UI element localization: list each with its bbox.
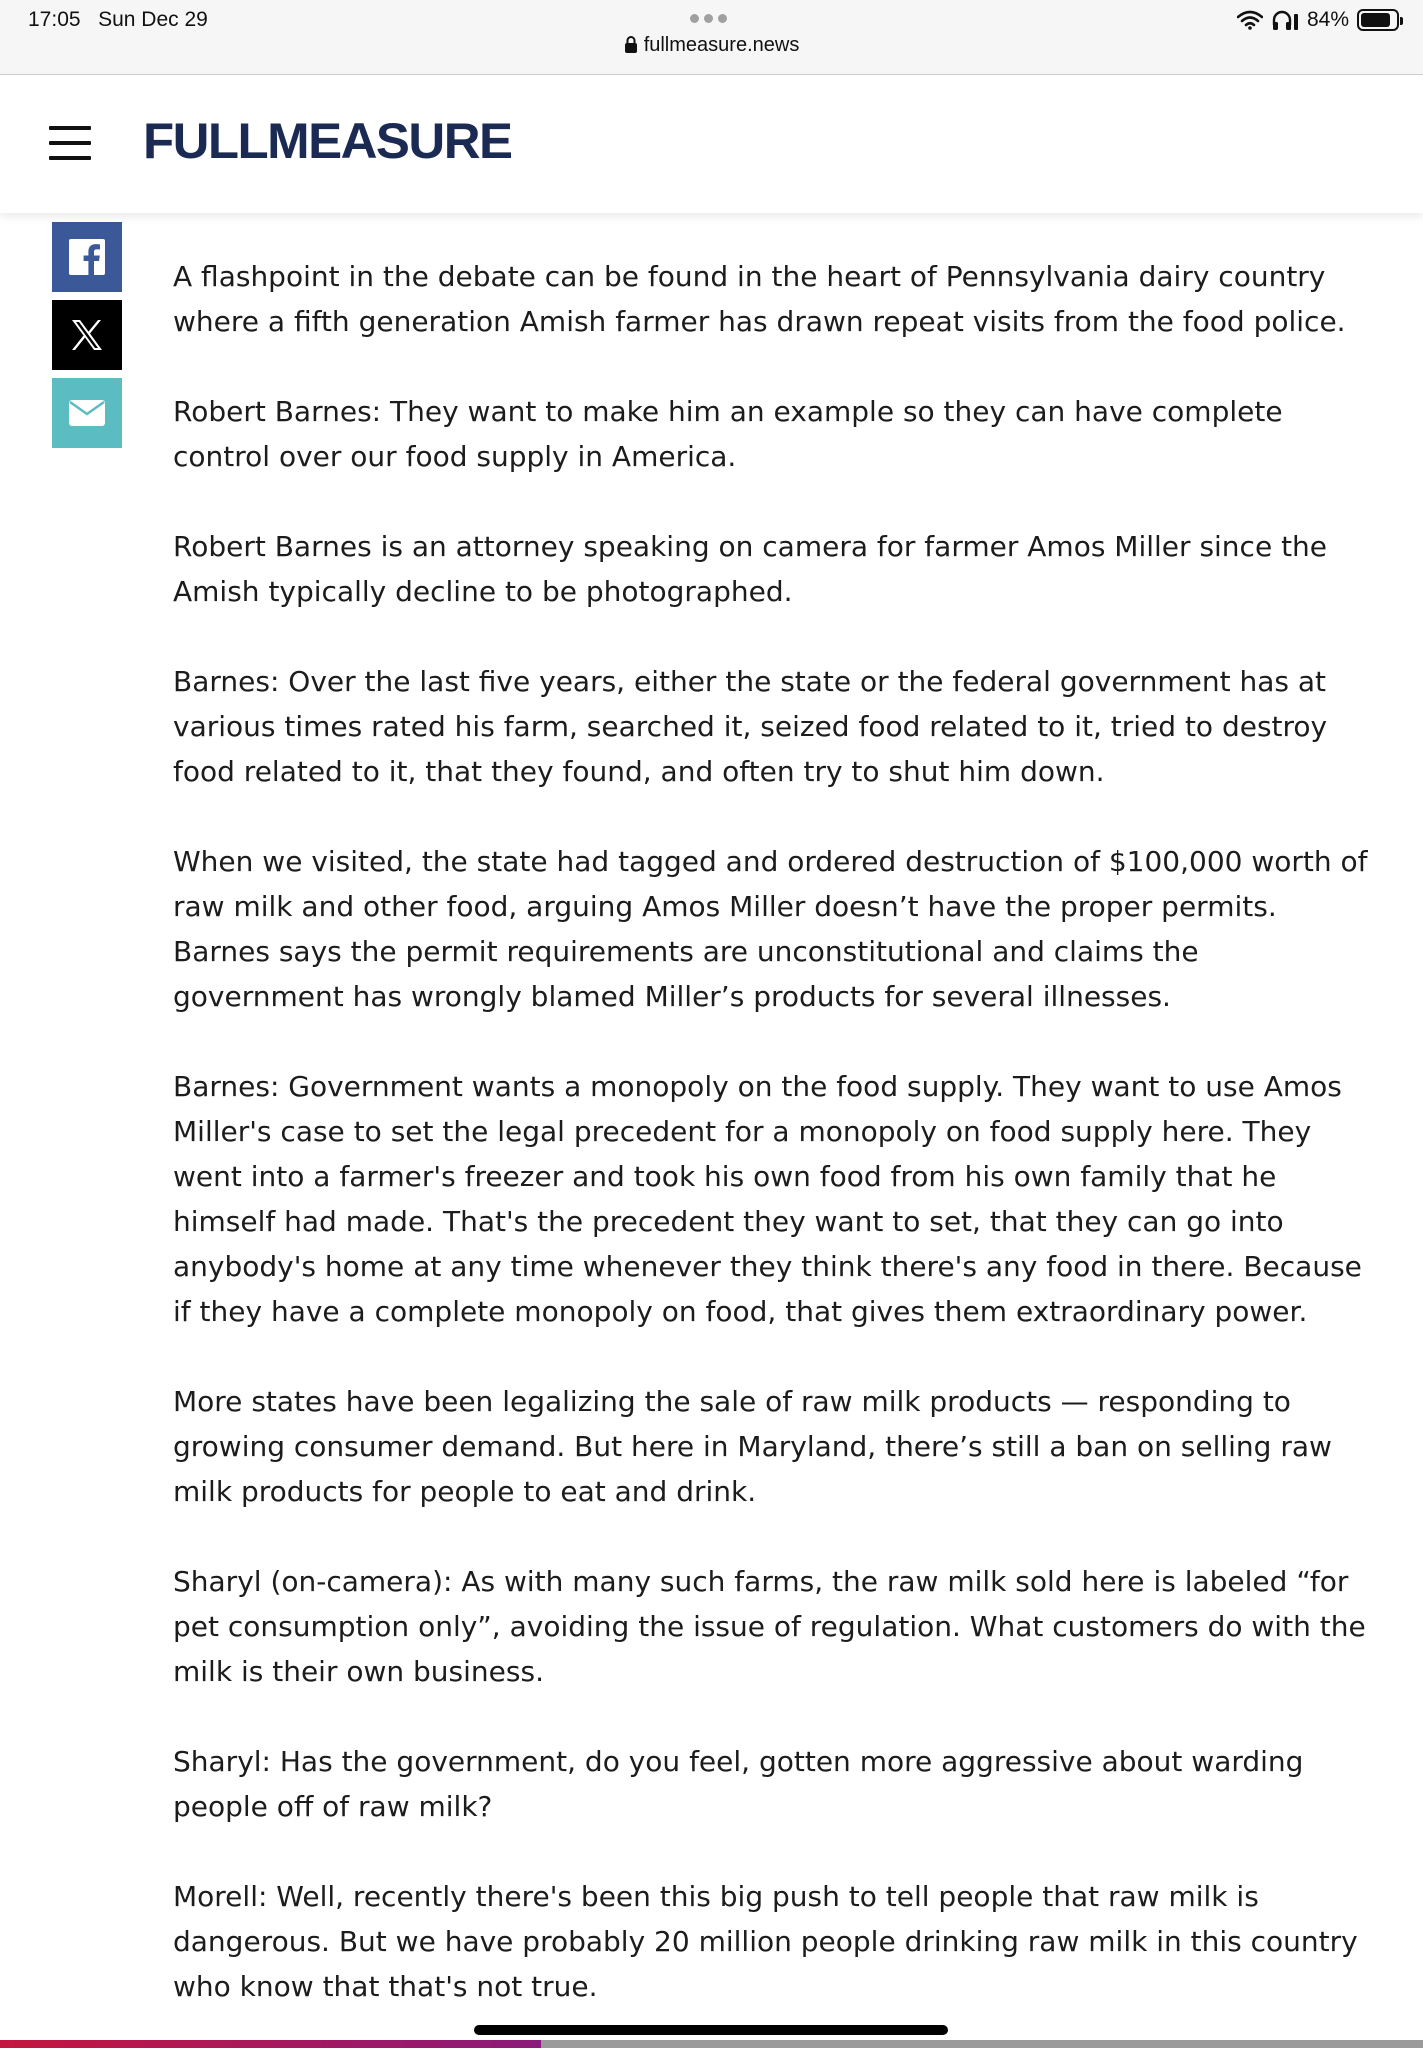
status-date: Sun Dec 29	[98, 8, 208, 31]
article-paragraph: Robert Barnes is an attorney speaking on camera for farmer Amos Miller since the Amish typically decline to be photographed.	[173, 524, 1373, 614]
lock-icon	[624, 35, 638, 53]
article-paragraph: Sharyl: Has the government, do you feel, gotten more aggressive about warding people off of raw milk?	[173, 1739, 1373, 1829]
site-logo[interactable]: FULLMEASURE	[143, 112, 511, 170]
status-clock: 17:05	[28, 8, 81, 31]
article-body	[173, 254, 1373, 2054]
article-paragraph: A flashpoint in the debate can be found in the heart of Pennsylvania dairy country where a fifth generation Amish farmer has drawn repeat visits from the food police.	[173, 254, 1373, 344]
battery-percent: 84%	[1307, 8, 1349, 32]
status-time	[28, 8, 208, 32]
status-bar	[0, 0, 1423, 75]
address-bar[interactable]	[0, 34, 1423, 57]
battery-level	[1361, 13, 1390, 27]
share-bar	[52, 222, 122, 448]
reading-progress-bar	[0, 2040, 1423, 2048]
home-indicator[interactable]	[474, 2025, 948, 2035]
article-paragraph: Morell: Well, recently there's been this big push to tell people that raw milk is dangerous. But we have probably 20 million people drinking raw milk in this country who know that that's not true.	[173, 1874, 1373, 2009]
site-header	[0, 76, 1423, 213]
x-icon	[70, 318, 104, 352]
email-icon	[69, 400, 105, 426]
facebook-icon	[69, 239, 105, 275]
article-paragraph: When we visited, the state had tagged and ordered destruction of $100,000 worth of raw milk and other food, arguing Amos Miller doesn’t have the proper permits. Barnes says the permit requirements are unconstitutional and claims the government has wrongly blamed Miller’s products for several illnesses.	[173, 839, 1373, 1019]
headphones-icon	[1271, 9, 1299, 31]
share-facebook-button[interactable]	[52, 222, 122, 292]
status-indicators	[1237, 8, 1399, 32]
url-text: fullmeasure.news	[644, 34, 800, 56]
reading-progress-fill	[0, 2040, 541, 2048]
tab-options-icon[interactable]	[690, 14, 727, 23]
article-paragraph: Barnes: Government wants a monopoly on the food supply. They want to use Amos Miller's case to set the legal precedent for a monopoly on food supply here. They went into a farmer's freezer and took his own food from his own family that he himself had made. That's the precedent they want to set, that they can go into anybody's home at any time whenever they think there's any food in there. Because if they have a complete monopoly on food, that gives them extraordinary power.	[173, 1064, 1373, 1334]
wifi-icon	[1237, 10, 1263, 30]
share-email-button[interactable]	[52, 378, 122, 448]
article-paragraph: More states have been legalizing the sale of raw milk products — responding to growing consumer demand. But here in Maryland, there’s still a ban on selling raw milk products for people to eat and drink.	[173, 1379, 1373, 1514]
battery-icon	[1357, 9, 1399, 31]
share-x-button[interactable]	[52, 300, 122, 370]
article-paragraph: Robert Barnes: They want to make him an example so they can have complete control over our food supply in America.	[173, 389, 1373, 479]
article-paragraph: Sharyl (on-camera): As with many such farms, the raw milk sold here is labeled “for pet consumption only”, avoiding the issue of regulation. What customers do with the milk is their own business.	[173, 1559, 1373, 1694]
hamburger-menu-icon[interactable]	[49, 126, 91, 160]
article-paragraph: Barnes: Over the last five years, either the state or the federal government has at various times rated his farm, searched it, seized food related to it, tried to destroy food related to it, that they found, and often try to shut him down.	[173, 659, 1373, 794]
